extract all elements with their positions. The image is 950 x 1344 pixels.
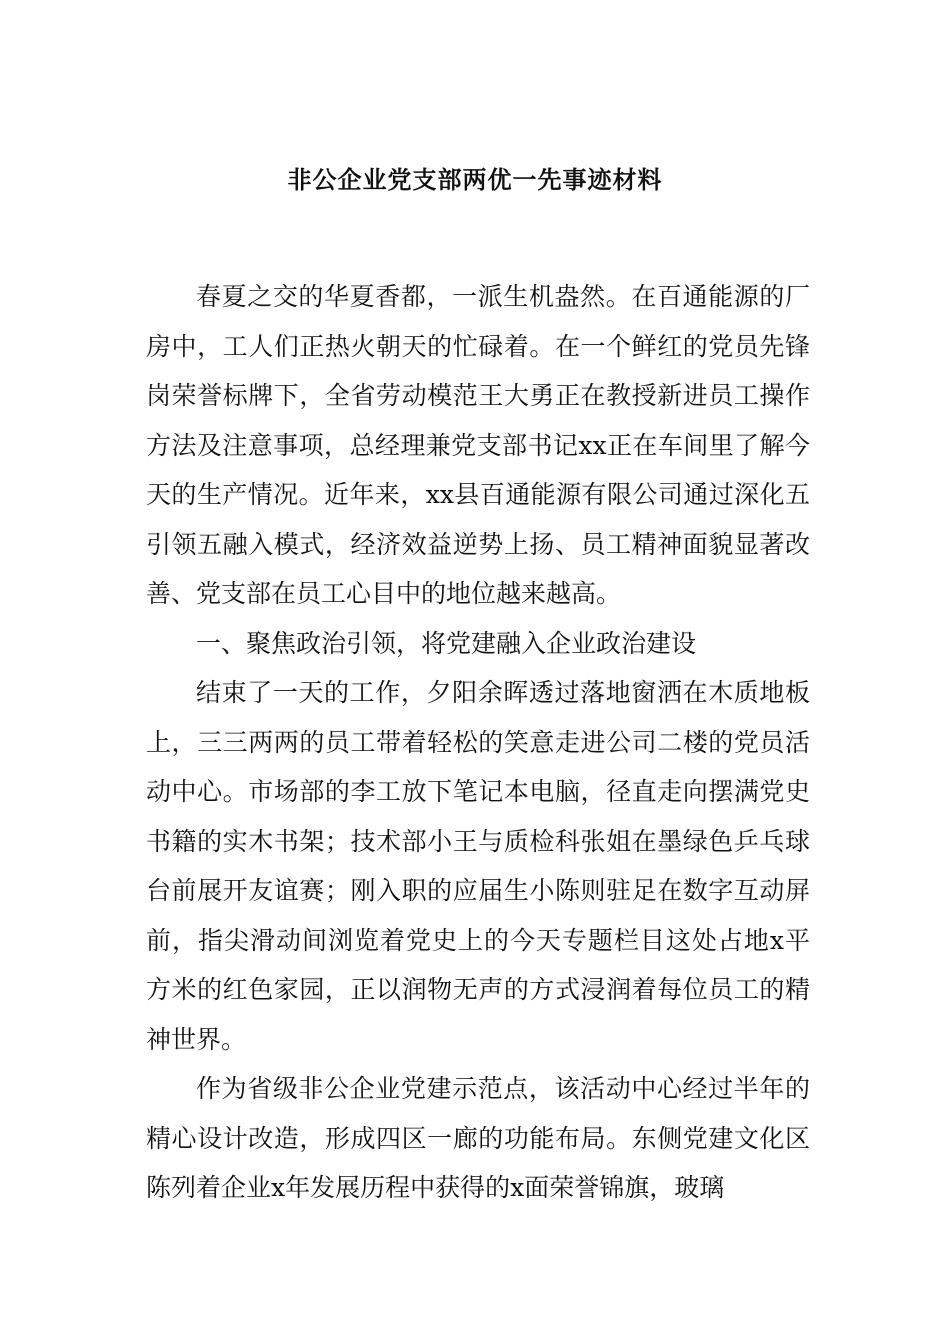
section-heading-1: 一、聚焦政治引领，将党建融入企业政治建设 — [196, 628, 697, 658]
paragraph-intro: 春夏之交的华夏香都，一派生机盎然。在百通能源的厂房中，工人们正热火朝天的忙碌着。在一个鲜红的党员先锋岗荣誉标牌下，全省劳动模范王大勇正在教授新进员工操作方法及注意事项，总经理兼党支部书记xx正在车间里了解今天的生产情况。近年来，xx县百通能源有限公司通过深化五引领五融入模式，经济效益逆势上扬、员工精神面貌显著改善、党支部在员工心目中的地位越来越高。 — [146, 282, 810, 608]
document-title: 非公企业党支部两优一先事迹材料 — [287, 166, 663, 194]
paragraph-activity-center: 结束了一天的工作，夕阳余晖透过落地窗洒在木质地板上，三三两两的员工带着轻松的笑意走进公司二楼的党员活动中心。市场部的李工放下笔记本电脑，径直走向摆满党史书籍的实木书架；技术部小王与质检科张姐在墨绿色乒乓球台前展开友谊赛；刚入职的应届生小陈则驻足在数字互动屏前，指尖滑动间浏览着党史上的今天专题栏目这处占地x平方米的红色家园，正以润物无声的方式浸润着每位员工的精神世界。 — [146, 678, 810, 1054]
paragraph-demonstration-site: 作为省级非公企业党建示范点，该活动中心经过半年的精心设计改造，形成四区一廊的功能布局。东侧党建文化区陈列着企业x年发展历程中获得的x面荣誉锦旗，玻璃 — [146, 1074, 810, 1202]
document-body — [146, 272, 810, 1213]
